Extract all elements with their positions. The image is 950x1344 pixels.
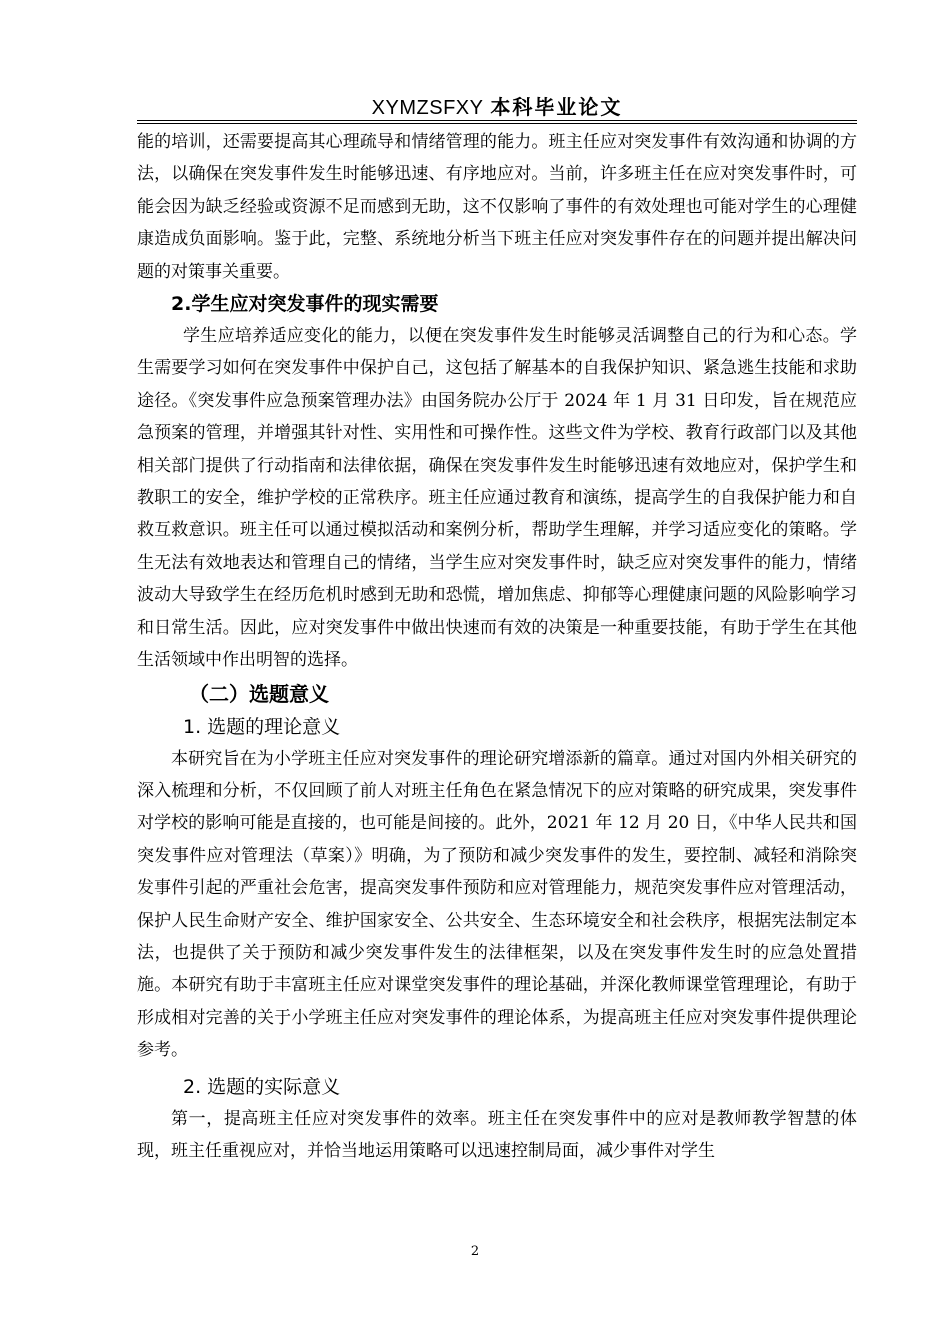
heading-theoretical-significance: 1. 选题的理论意义 [183,715,341,738]
heading-practical-significance: 2. 选题的实际意义 [183,1075,341,1098]
heading-topic-significance: （二）选题意义 [189,681,329,706]
header-rule-thin [137,123,857,124]
header-title: 本科毕业论文 [490,95,623,119]
paragraph-theoretical-significance: 本研究旨在为小学班主任应对突发事件的理论研究增添新的篇章。通过对国内外相关研究的深入梳理和分析，不仅回顾了前人对班主任角色在紧急情况下的应对策略的研究成果，突发事件对学校的影响可能是直接的，也可能是间接的。此外，2021 年 12 月 20 日，《中华人民共和国突发事件应对管理法（草案）》明确，为了预防和减少突发事件的发生，要控制、减轻和消除突发事件引起的严重社会危害，提高突发事件预防和应对管理能力，规范突发事件应对管理活动，保护人民生命财产安全、维护国家安全、公共安全、生态环境安全和社会秩序，根据宪法制定本法，也提供了关于预防和减少突发事件发生的法律框架，以及在突发事件发生时的应急处置措施。本研究有助于丰富班主任应对课堂突发事件的理论基础，并深化教师课堂管理理论，有助于形成相对完善的关于小学班主任应对突发事件的理论体系，为提高班主任应对突发事件提供理论参考。 [137,748,857,1061]
heading-student-needs: 2.学生应对突发事件的现实需要 [171,293,439,316]
paragraph-practical-significance: 第一，提高班主任应对突发事件的效率。班主任在突发事件中的应对是教师教学智慧的体现，班主任重视应对，并恰当地运用策略可以迅速控制局面，减少事件对学生 [137,1108,857,1161]
header-rule [137,120,857,121]
page-number: 2 [470,1244,480,1259]
paragraph-training: 能的培训，还需要提高其心理疏导和情绪管理的能力。班主任应对突发事件有效沟通和协调的方法，以确保在突发事件发生时能够迅速、有序地应对。当前，许多班主任在应对突发事件时，可能会因为缺乏经验或资源不足而感到无助，这不仅影响了事件的有效处理也可能对学生的心理健康造成负面影响。鉴于此，完整、系统地分析当下班主任应对突发事件存在的问题并提出解决问题的对策事关重要。 [137,132,857,282]
body-content [137,126,857,1167]
page-header [137,94,857,121]
paragraph-student-needs: 学生应培养适应变化的能力，以便在突发事件发生时能够灵活调整自己的行为和心态。学生需要学习如何在突发事件中保护自己，这包括了解基本的自我保护知识、紧急逃生技能和求助途径。《突发事件应急预案管理办法》由国务院办公厅于 2024 年 1 月 31 日印发，旨在规范应急预案的管理，并增强其针对性、实用性和可操作性。这些文件为学校、教育行政部门以及其他相关部门提供了行动指南和法律依据，确保在突发事件发生时能够迅速有效地应对，保护学生和教职工的安全，维护学校的正常秩序。班主任应通过教育和演练，提高学生的自我保护能力和自救互救意识。班主任可以通过模拟活动和案例分析，帮助学生理解，并学习适应变化的策略。学生无法有效地表达和管理自己的情绪，当学生应对突发事件时，缺乏应对突发事件的能力，情绪波动大导致学生在经历危机时感到无助和恐慌，增加焦虑、抑郁等心理健康问题的风险影响学习和日常生活。因此，应对突发事件中做出快速而有效的决策是一种重要技能，有助于学生在其他生活领域中作出明智的选择。 [137,326,857,671]
header-code: XYMZSFXY [371,97,484,119]
